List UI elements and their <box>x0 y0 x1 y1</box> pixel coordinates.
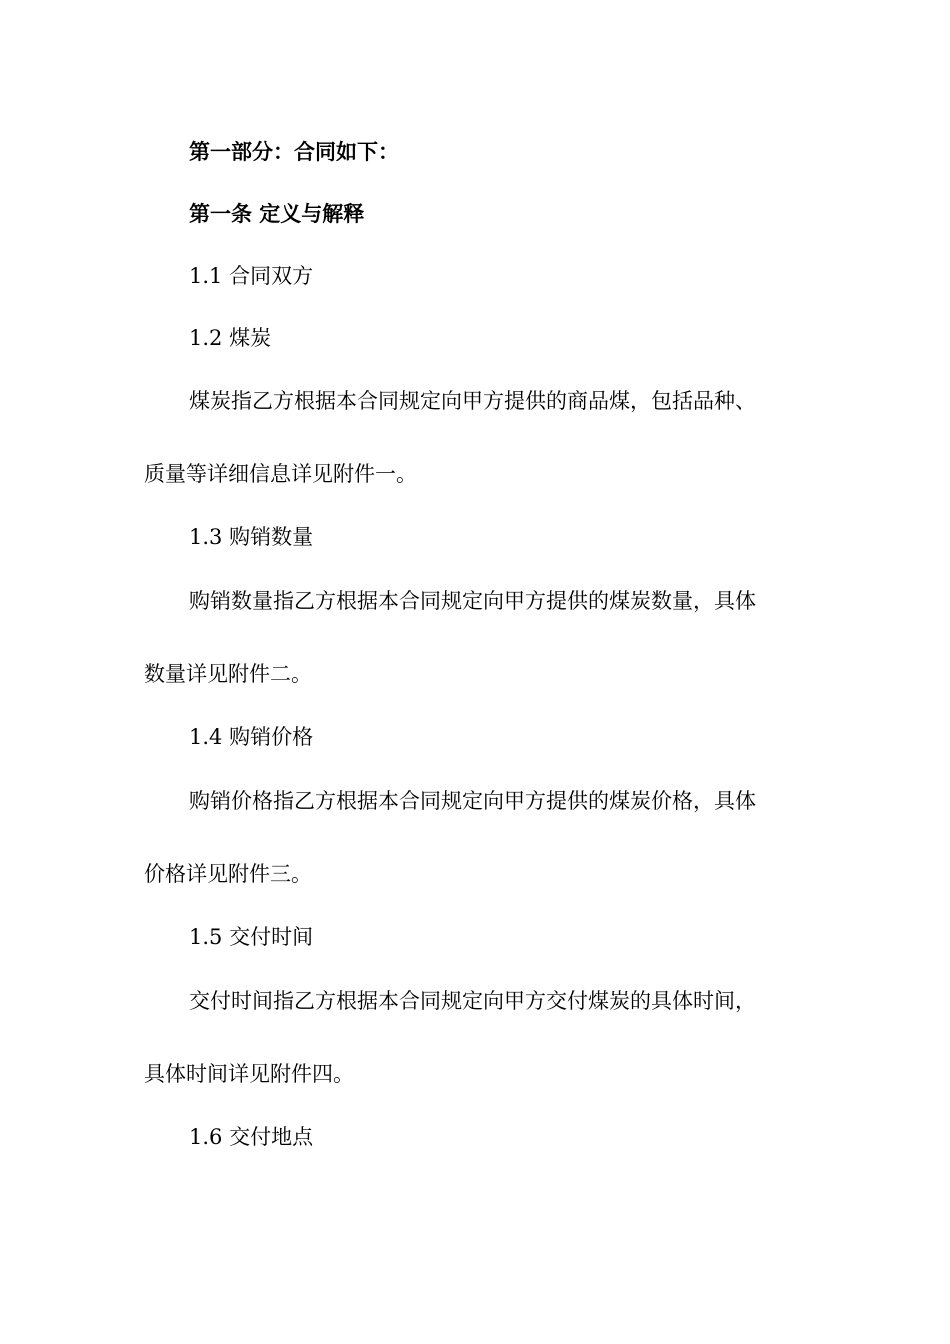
clause-heading-1-1: 1.1 合同双方 <box>189 264 314 288</box>
clause-heading-1-5: 1.5 交付时间 <box>189 925 314 949</box>
clause-body-1-5: 交付时间指乙方根据本合同规定向甲方交付煤炭的具体时间， <box>189 989 756 1013</box>
clause-body-1-4-cont: 价格详见附件三。 <box>144 862 312 886</box>
part-heading: 第一部分：合同如下： <box>189 140 399 164</box>
clause-body-1-5-cont: 具体时间详见附件四。 <box>144 1062 354 1086</box>
clause-heading-1-3: 1.3 购销数量 <box>189 525 314 549</box>
clause-body-1-3-cont: 数量详见附件二。 <box>144 662 312 686</box>
clause-body-1-4: 购销价格指乙方根据本合同规定向甲方提供的煤炭价格，具体 <box>189 789 756 813</box>
clause-heading-1-6: 1.6 交付地点 <box>189 1125 314 1149</box>
clause-heading-1-2: 1.2 煤炭 <box>189 326 272 350</box>
clause-body-1-2: 煤炭指乙方根据本合同规定向甲方提供的商品煤，包括品种、 <box>189 389 756 413</box>
article-heading: 第一条 定义与解释 <box>189 202 365 226</box>
clause-body-1-2-cont: 质量等详细信息详见附件一。 <box>144 462 417 486</box>
clause-body-1-3: 购销数量指乙方根据本合同规定向甲方提供的煤炭数量，具体 <box>189 589 756 613</box>
clause-heading-1-4: 1.4 购销价格 <box>189 725 314 749</box>
